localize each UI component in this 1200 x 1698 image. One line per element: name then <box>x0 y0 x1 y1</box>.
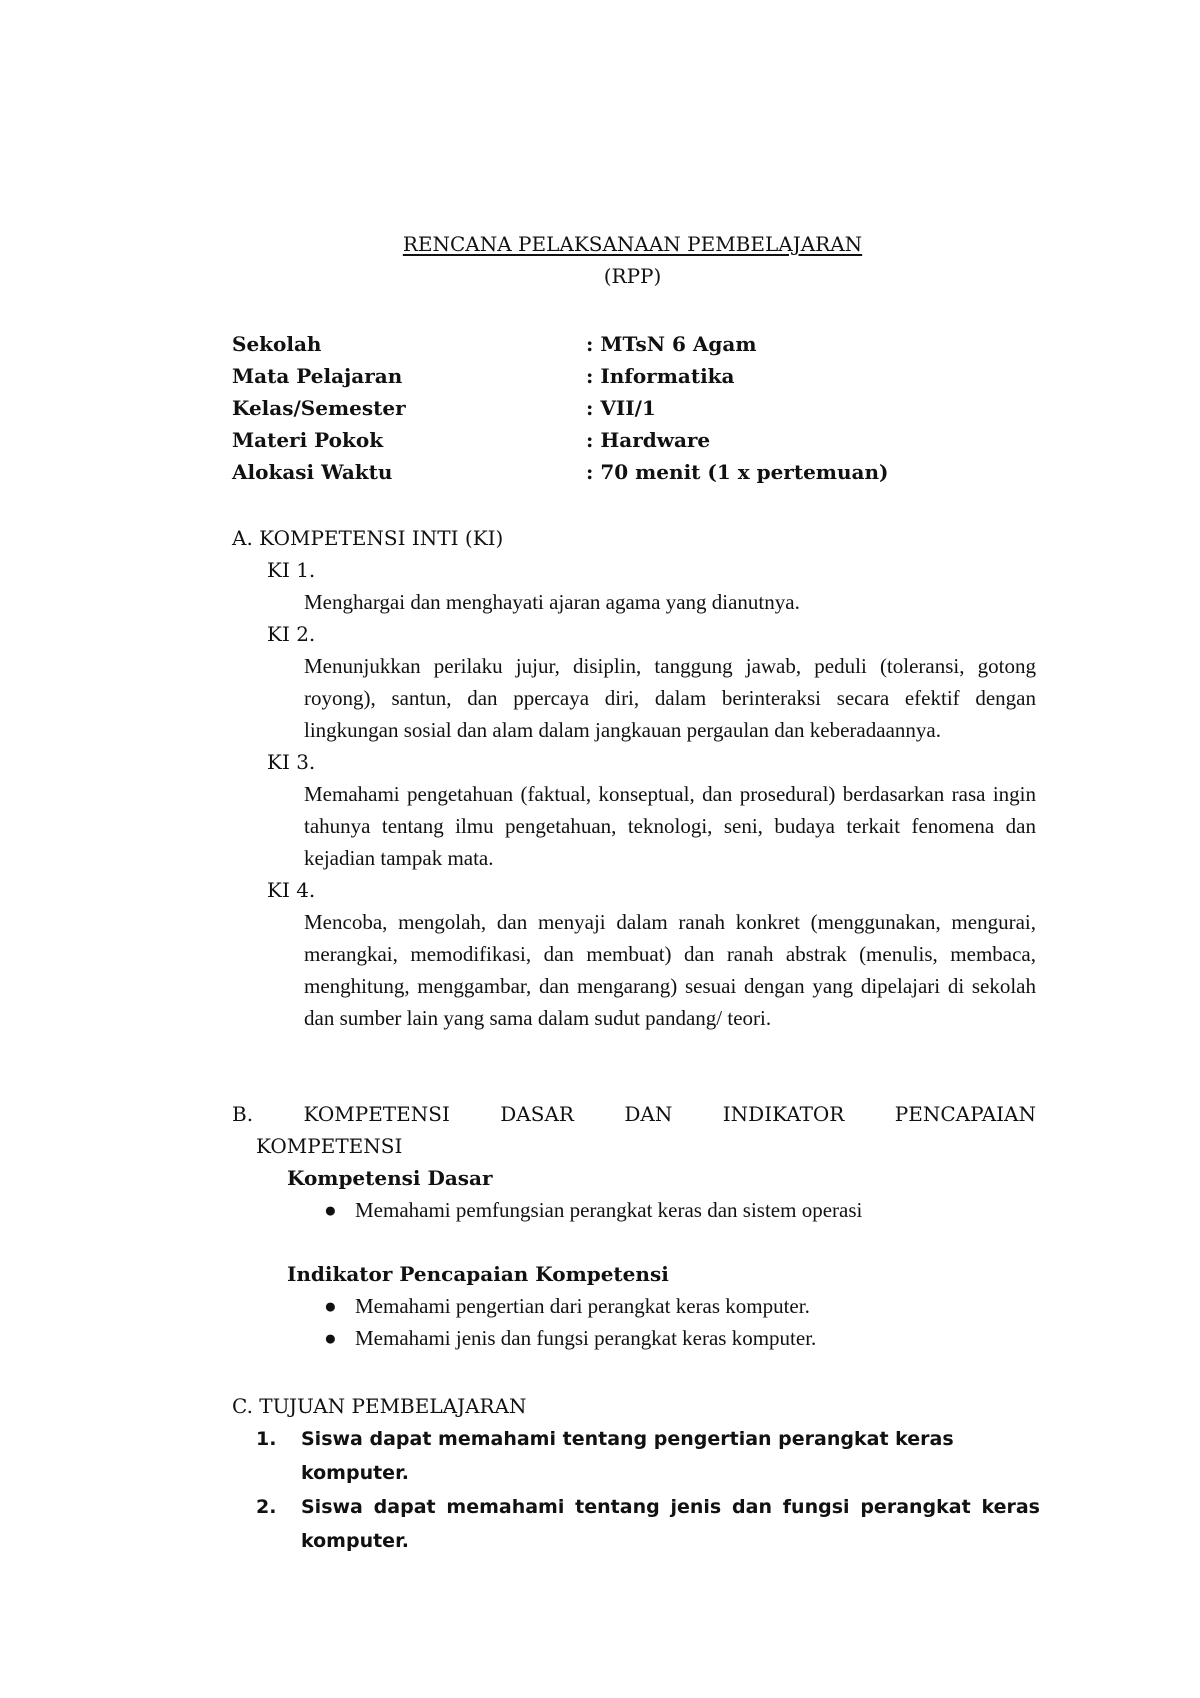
kd-heading: Kompetensi Dasar <box>287 1166 493 1190</box>
list-item <box>232 1490 1040 1558</box>
section-tujuan-pembelajaran <box>232 1390 1040 1558</box>
list-item-text: Siswa dapat memahami tentang jenis dan fungsi perangkat keras komputer. <box>301 1496 1040 1552</box>
list-number: 1. <box>256 1428 277 1450</box>
ki-text: Menunjukkan perilaku jujur, disiplin, tanggung jawab, peduli (toleransi, gotong royong), santun, dan ppercaya diri, dalam berinteraksi secara efektif dengan lingkungan sosial dan alam dalam jangkauan pergaulan dan keberadaannya. <box>304 654 1036 742</box>
bullet-icon: ● <box>324 1198 337 1222</box>
info-value: : VII/1 <box>586 396 656 420</box>
section-b-title: B. KOMPETENSI DASAR DAN INDIKATOR PENCAPAIAN <box>232 1102 1036 1126</box>
info-label: Sekolah <box>232 332 322 356</box>
info-value: : Informatika <box>586 364 735 388</box>
list-item <box>232 1422 1040 1490</box>
info-label: Kelas/Semester <box>232 396 406 420</box>
ipk-list <box>232 1290 1036 1354</box>
ki-label: KI 4. <box>267 878 316 902</box>
document-title: RENCANA PELAKSANAAN PEMBELAJARAN <box>402 232 863 256</box>
list-item <box>324 1322 1036 1354</box>
info-label: Mata Pelajaran <box>232 364 403 388</box>
ki-text: Memahami pengetahuan (faktual, konseptual, dan prosedural) berdasarkan rasa ingin tahunya tentang ilmu pengetahuan, teknologi, seni, budaya terkait fenomena dan kejadian tampak mata. <box>304 782 1036 870</box>
info-label: Materi Pokok <box>232 428 384 452</box>
info-label: Alokasi Waktu <box>232 460 393 484</box>
section-b-title-continued: KOMPETENSI <box>256 1134 403 1158</box>
document-subtitle: (RPP) <box>603 264 662 288</box>
goals-list <box>232 1422 1040 1558</box>
section-c-title: C. TUJUAN PEMBELAJARAN <box>232 1394 527 1418</box>
list-item <box>324 1194 1036 1226</box>
ipk-heading: Indikator Pencapaian Kompetensi <box>287 1262 669 1286</box>
bullet-icon: ● <box>324 1326 337 1350</box>
ki-label: KI 1. <box>267 558 316 582</box>
info-value: : Hardware <box>586 428 711 452</box>
ki-label: KI 2. <box>267 622 316 646</box>
info-value: : 70 menit (1 x pertemuan) <box>586 460 889 484</box>
list-number: 2. <box>256 1496 277 1518</box>
list-item-text: Siswa dapat memahami tentang pengertian perangkat keras komputer. <box>301 1428 954 1484</box>
ki-label: KI 3. <box>267 750 316 774</box>
section-kompetensi-inti <box>232 522 1036 1034</box>
list-item-text: Memahami jenis dan fungsi perangkat keras komputer. <box>355 1326 817 1350</box>
info-value: : MTsN 6 Agam <box>586 332 757 356</box>
section-kompetensi-dasar <box>232 1098 1036 1354</box>
section-a-title: A. KOMPETENSI INTI (KI) <box>232 526 504 550</box>
list-item <box>324 1290 1036 1322</box>
ki-text: Menghargai dan menghayati ajaran agama yang dianutnya. <box>304 590 800 614</box>
list-item-text: Memahami pengertian dari perangkat keras komputer. <box>355 1294 810 1318</box>
list-item-text: Memahami pemfungsian perangkat keras dan sistem operasi <box>355 1198 863 1222</box>
bullet-icon: ● <box>324 1294 337 1318</box>
ki-text: Mencoba, mengolah, dan menyaji dalam ranah konkret (menggunakan, mengurai, merangkai, memodifikasi, dan membuat) dan ranah abstrak (menulis, membaca, menghitung, menggambar, dan mengarang) sesuai dengan yang dipelajari di sekolah dan sumber lain yang sama dalam sudut pandang/ teori. <box>304 910 1036 1030</box>
kd-list <box>232 1194 1036 1226</box>
